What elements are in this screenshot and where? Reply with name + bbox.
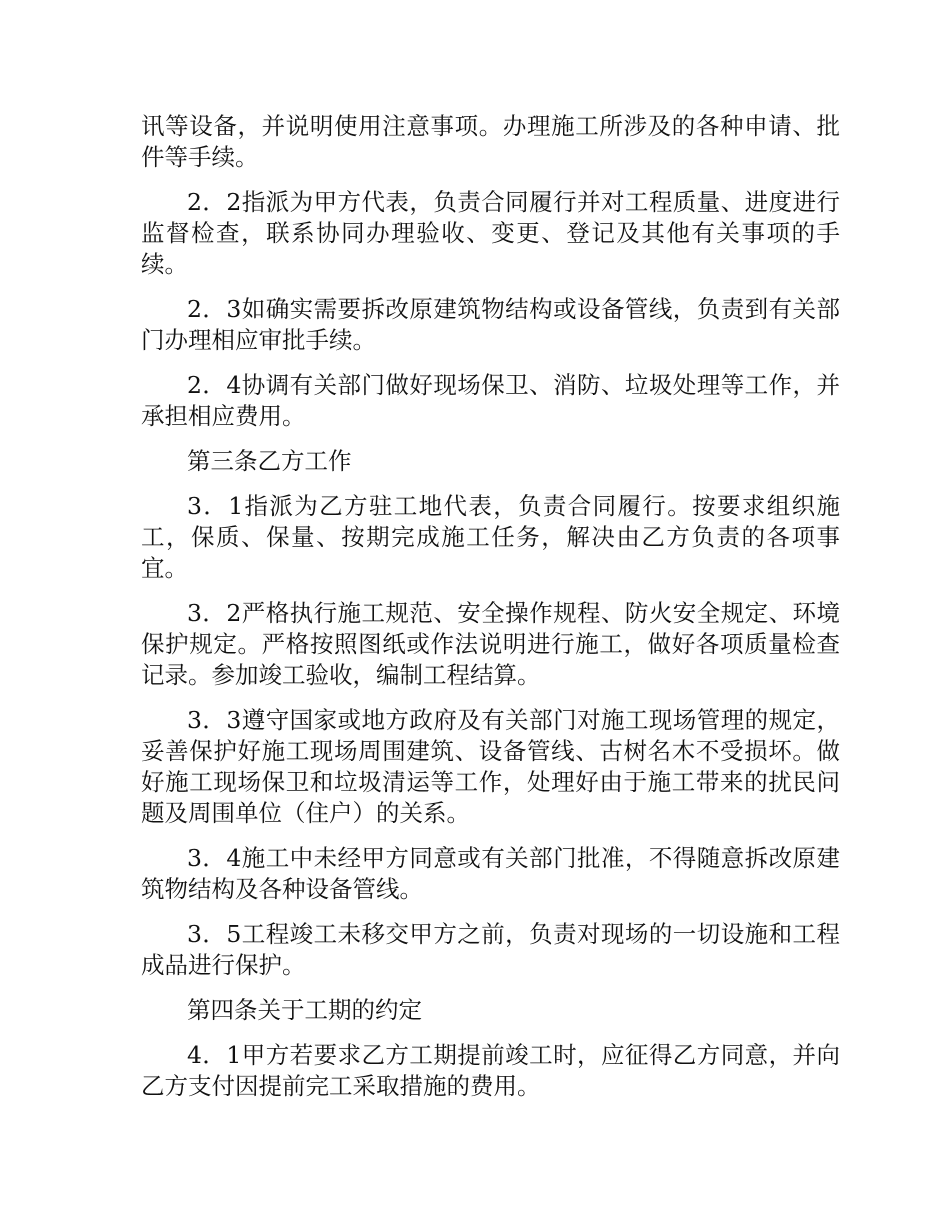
clause-4-1: 4．1甲方若要求乙方工期提前竣工时，应征得乙方同意，并向乙方支付因提前完工采取措施的费用。 [141, 1041, 840, 1100]
clause-2-4: 2．4协调有关部门做好现场保卫、消防、垃圾处理等工作，并承担相应费用。 [141, 371, 840, 430]
clause-3-3: 3．3遵守国家或地方政府及有关部门对施工现场管理的规定，妥善保护好施工现场周围建筑、设备管线、古树名木不受损坏。做好施工现场保卫和垃圾清运等工作，处理好由于施工带来的扰民问题及周围单位（住户）的关系。 [141, 706, 840, 827]
clause-3-2: 3．2严格执行施工规范、安全操作规程、防火安全规定、环境保护规定。严格按照图纸或作法说明进行施工，做好各项质量检查记录。参加竣工验收，编制工程结算。 [141, 599, 840, 689]
clause-3-5: 3．5工程竣工未移交甲方之前，负责对现场的一切设施和工程成品进行保护。 [141, 920, 840, 979]
clause-3-4: 3．4施工中未经甲方同意或有关部门批准，不得随意拆改原建筑物结构及各种设备管线。 [141, 844, 840, 903]
paragraph-continuation: 讯等设备，并说明使用注意事项。办理施工所涉及的各种申请、批件等手续。 [141, 112, 840, 171]
clause-2-3: 2．3如确实需要拆改原建筑物结构或设备管线，负责到有关部门办理相应审批手续。 [141, 295, 840, 354]
article-3-heading: 第三条乙方工作 [187, 447, 352, 475]
clause-2-2: 2．2指派为甲方代表，负责合同履行并对工程质量、进度进行监督检查，联系协同办理验收、变更、登记及其他有关事项的手续。 [141, 188, 840, 278]
clause-3-1: 3．1指派为乙方驻工地代表，负责合同履行。按要求组织施工，保质、保量、按期完成施工任务，解决由乙方负责的各项事宜。 [141, 492, 840, 582]
article-4-heading: 第四条关于工期的约定 [187, 996, 422, 1024]
